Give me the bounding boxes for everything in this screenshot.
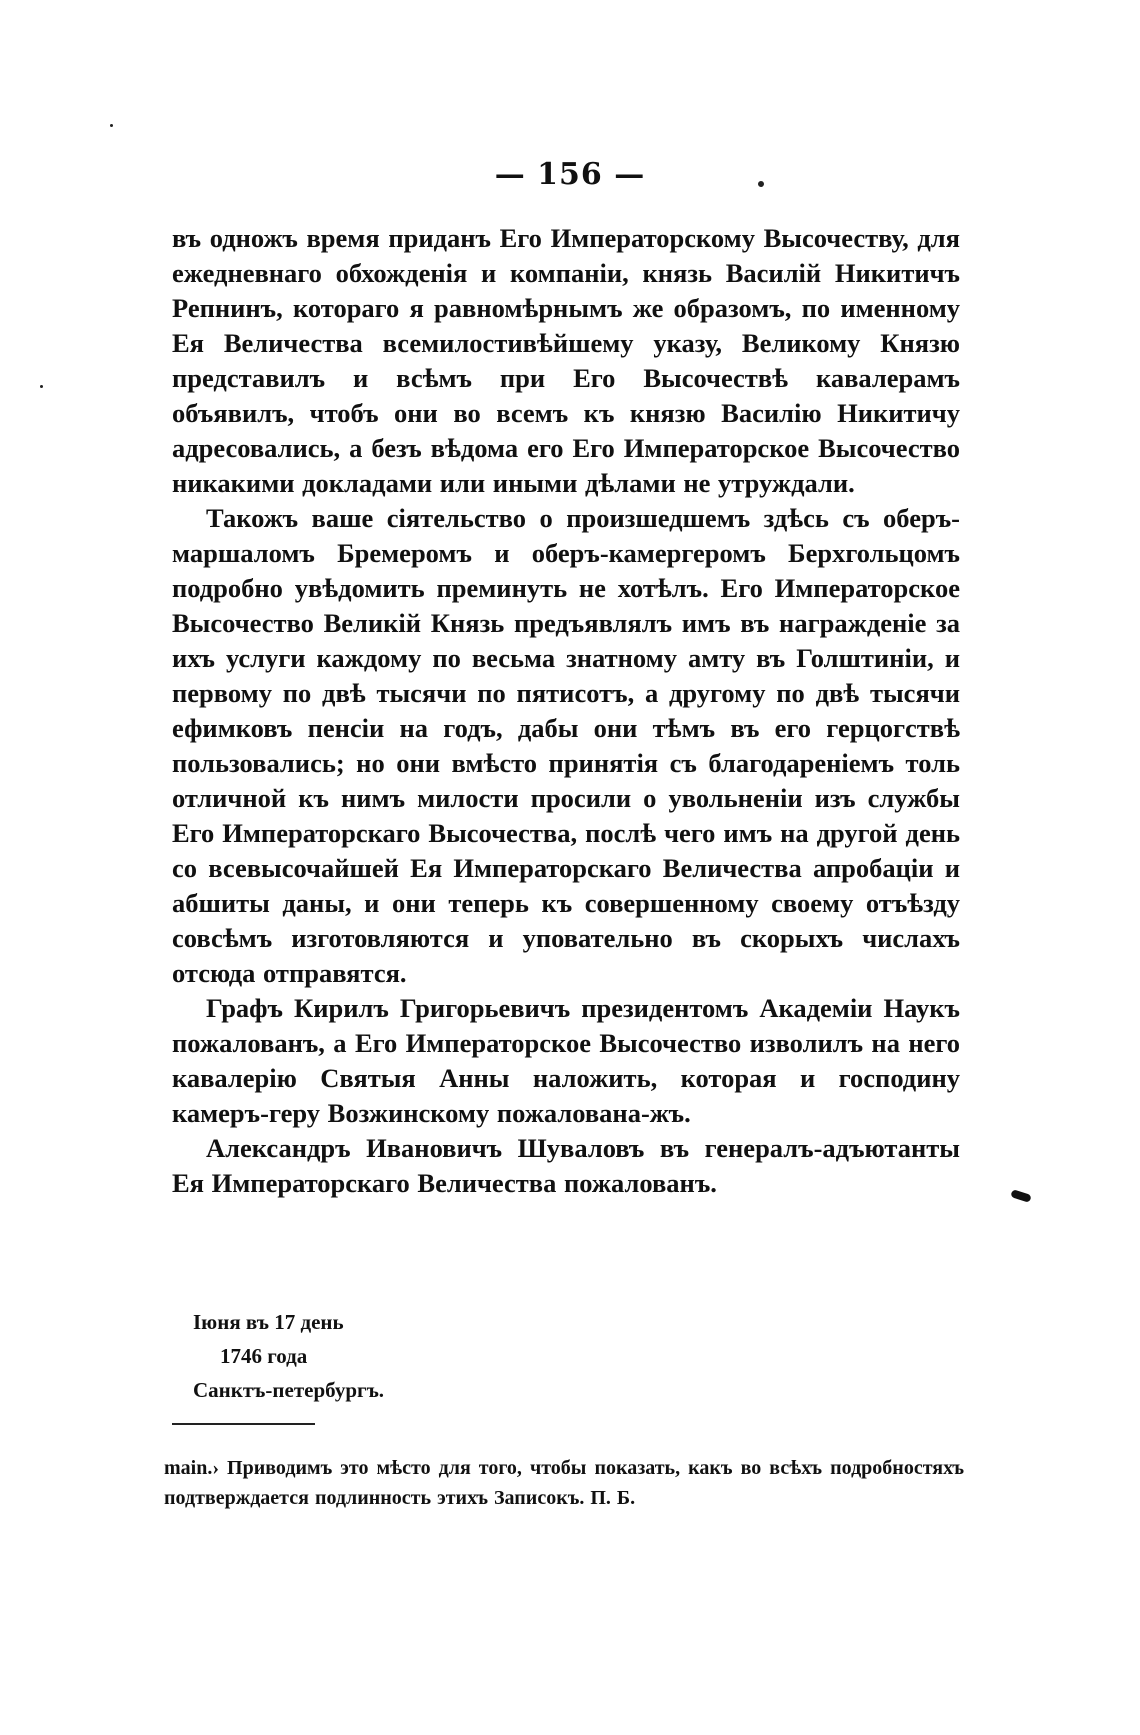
paragraph: Такожъ ваше сіятельство о произшедшемъ здѣсь съ оберъ-маршаломъ Бремеромъ и оберъ-камергеромъ Берхгольцомъ подробно увѣдомить преминуть не хотѣлъ. Его Императорское Высочество Великій Князь предъявлялъ имъ въ награжденіе за ихъ услуги каждому по весьма знатному амту въ Голштиніи, и первому по двѣ тысячи по пятисотъ, а другому по двѣ тысячи ефимковъ пенсіи на годъ, дабы они тѣмъ въ его герцогствѣ пользовались; но они вмѣсто принятія съ благодареніемъ толь отличной къ нимъ милости просили о увольненіи изъ службы Его Императорскаго Высочества, послѣ чего имъ на другой день со всевысочайшей Ея Императорскаго Величества апробаціи и абшиты даны, и они теперь къ совершенному своему отъѣзду совсѣмъ изготовляются и уповательно въ скорыхъ числахъ отсюда отправятся. bbox=[172, 503, 960, 988]
signoff-place: Санктъ-петербургъ. bbox=[193, 1378, 385, 1402]
signoff-date: Іюня въ 17 день bbox=[193, 1310, 344, 1334]
page-number: — 156 — bbox=[494, 157, 646, 192]
print-speck bbox=[40, 385, 43, 388]
body-text bbox=[172, 221, 960, 1201]
signoff-year: 1746 года bbox=[220, 1344, 308, 1368]
print-speck bbox=[110, 124, 113, 127]
footnote: main.› Приводимъ это мѣсто для того, чтобы показать, какъ во всѣхъ подробностяхъ подтверждается подлинность этихъ Записокъ. П. Б. bbox=[164, 1457, 964, 1509]
margin-mark bbox=[1010, 1189, 1031, 1203]
footnote-divider bbox=[172, 1423, 315, 1425]
signoff bbox=[193, 1305, 384, 1407]
print-speck bbox=[758, 181, 764, 187]
paragraph: Александръ Ивановичъ Шуваловъ въ генералъ-адъютанты Ея Императорскаго Величества пожалованъ. bbox=[172, 1133, 960, 1198]
paragraph: Графъ Кирилъ Григорьевичъ президентомъ Академіи Наукъ пожалованъ, а Его Императорское Высочество изволилъ на него кавалерію Святыя Анны наложить, которая и господину камеръ-геру Возжинскому пожалована-жъ. bbox=[172, 993, 960, 1128]
paragraph: въ одножъ время приданъ Его Императорскому Высочеству, для ежедневнаго обхожденія и компаніи, князь Василій Никитичъ Репнинъ, котораго я равномѣрнымъ же образомъ, по именному Ея Величества всемилостивѣйшему указу, Великому Князю представилъ и всѣмъ при Его Высочествѣ кавалерамъ объявилъ, чтобъ они во всемъ къ князю Василію Никитичу адресовались, а безъ вѣдома его Его Императорское Высочество никакими докладами или иными дѣлами не утруждали. bbox=[172, 223, 960, 498]
